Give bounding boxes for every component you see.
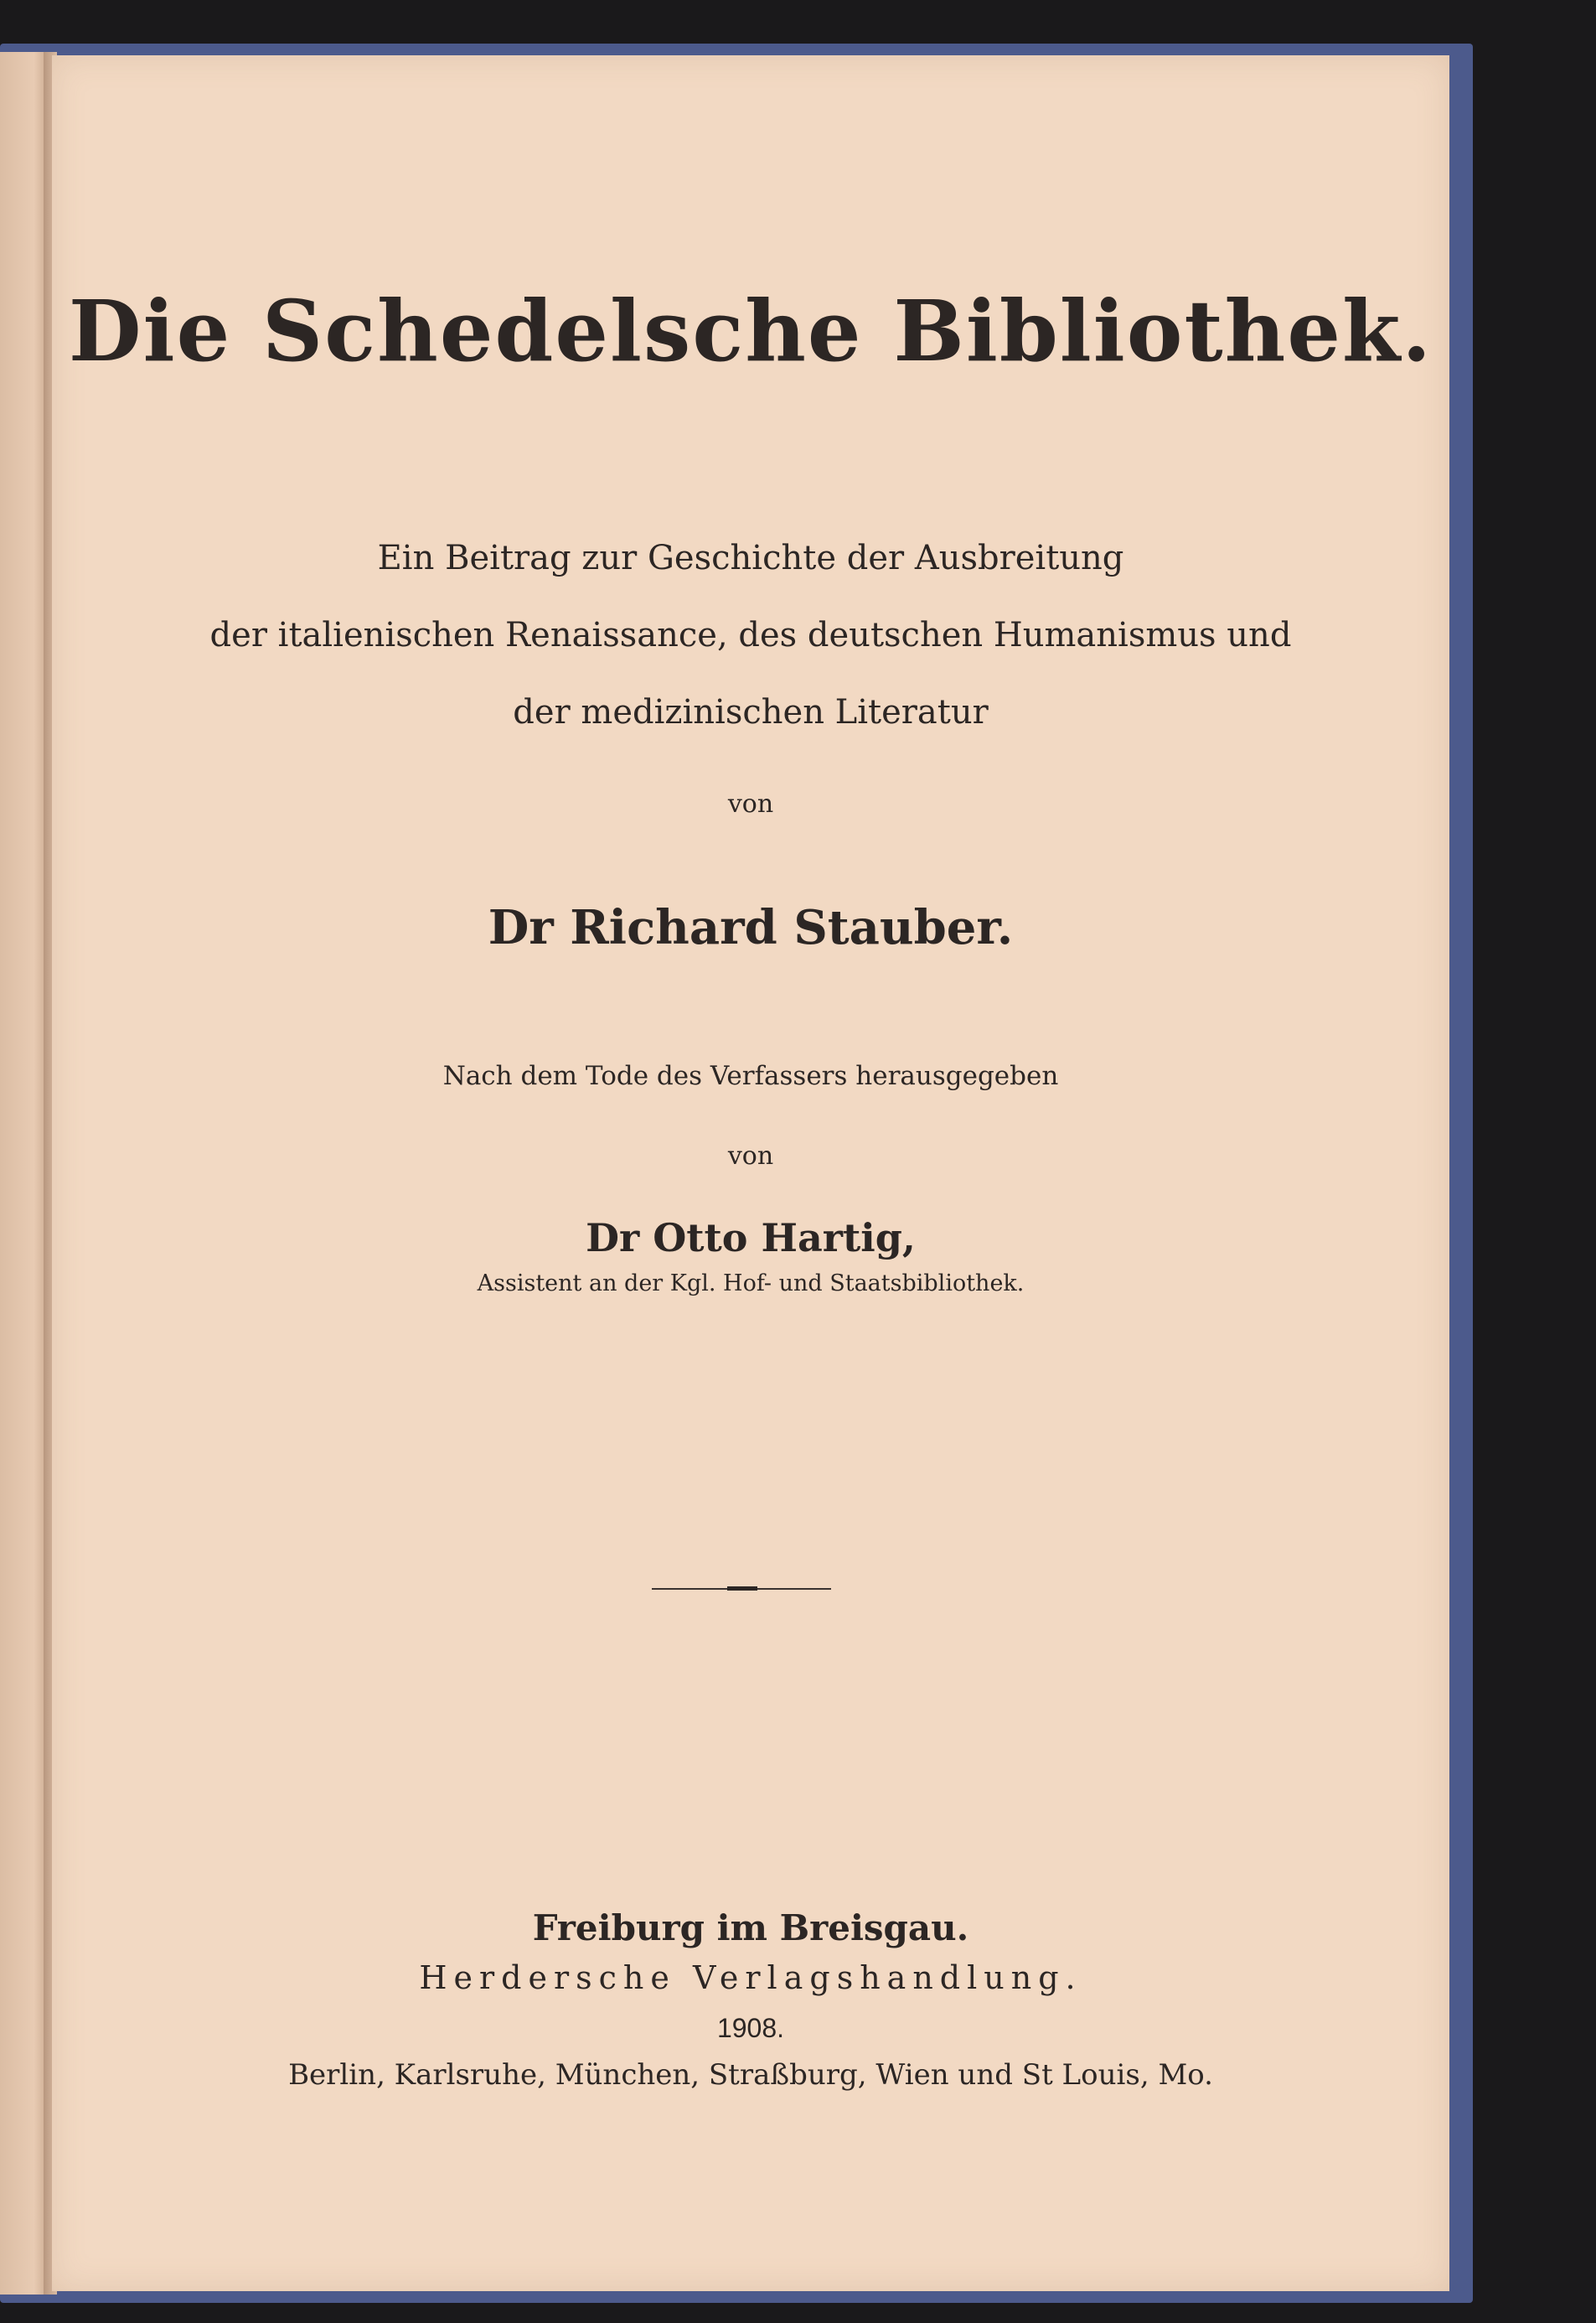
- publisher-name: Herdersche Verlagshandlung.: [419, 1959, 1082, 1996]
- subtitle-line-2: der italienischen Renaissance, des deutschen Humanismus und: [209, 616, 1292, 654]
- subtitle-line-1: Ein Beitrag zur Geschichte der Ausbreitung: [377, 539, 1124, 577]
- ornamental-rule: [652, 1586, 831, 1592]
- editor-role: Assistent an der Kgl. Hof- und Staatsbibliothek.: [477, 1270, 1025, 1296]
- editor-name: Dr Otto Hartig,: [586, 1215, 916, 1260]
- author-name: Dr Richard Stauber.: [488, 900, 1014, 955]
- rule-center-dash: [727, 1586, 757, 1591]
- title-page: [52, 55, 1449, 2291]
- publication-place: Freiburg im Breisgau.: [532, 1907, 969, 1948]
- by-line-1: von: [727, 789, 774, 819]
- book-title: Die Schedelsche Bibliothek.: [68, 282, 1433, 380]
- publisher-cities: Berlin, Karlsruhe, München, Straßburg, Wien und St Louis, Mo.: [288, 2058, 1213, 2092]
- by-line-2: von: [727, 1141, 774, 1171]
- facing-page-edge: [0, 52, 49, 2295]
- subtitle-line-3: der medizinischen Literatur: [513, 693, 989, 732]
- posthumous-note: Nach dem Tode des Verfassers herausgegeben: [442, 1061, 1059, 1091]
- publication-year: 1908.: [716, 2013, 785, 2043]
